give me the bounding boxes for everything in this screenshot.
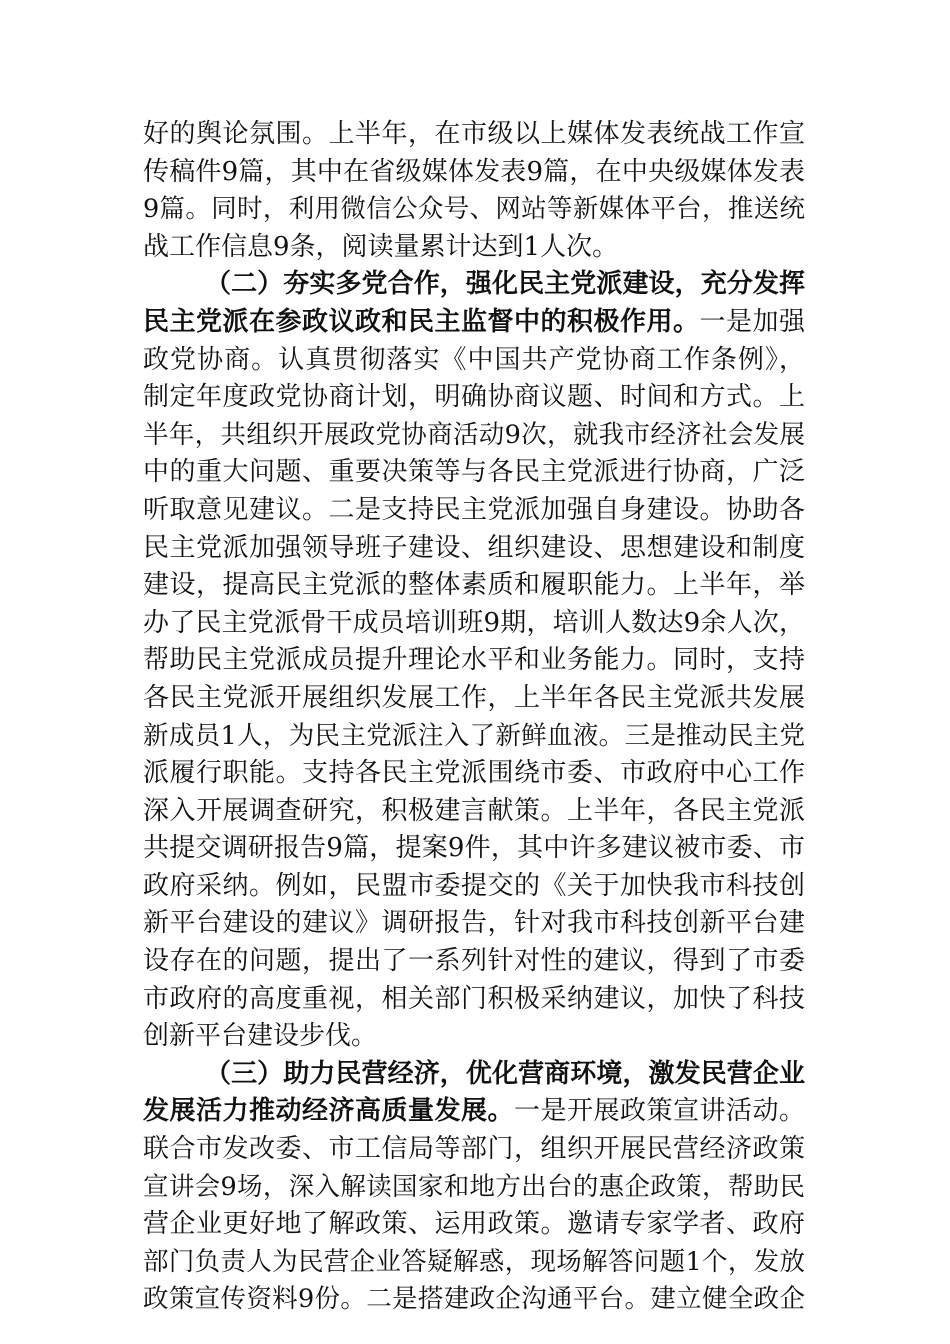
body-text: 战工作信息9条，阅读量累计达到1人次。: [143, 231, 619, 262]
body-text: 新成员1人，为民主党派注入了新鲜血液。三是推动民主党: [143, 720, 805, 751]
text-line: [143, 567, 805, 605]
body-text: 创新平台建设步伐。: [143, 1021, 378, 1052]
text-line: [143, 905, 805, 943]
body-text: 部门负责人为民营企业答疑解惑，现场解答问题1个，发放: [143, 1246, 805, 1277]
text-line: [143, 981, 805, 1019]
text-line: [143, 1206, 805, 1244]
body-text: 建设，提高民主党派的整体素质和履职能力。上半年，举: [143, 570, 805, 601]
body-text: 办了民主党派骨干成员培训班9期，培训人数达9余人次，: [143, 607, 805, 638]
body-text: 半年，共组织开展政党协商活动9次，就我市经济社会发展: [143, 419, 805, 450]
text-line: [143, 379, 805, 417]
body-text: 各民主党派开展组织发展工作，上半年各民主党派共发展: [143, 682, 805, 713]
body-text: 营企业更好地了解政策、运用政策。邀请专家学者、政府: [143, 1209, 805, 1240]
text-line: [143, 830, 805, 868]
text-line: [143, 154, 805, 192]
body-text: 听取意见建议。二是支持民主党派加强自身建设。协助各: [143, 494, 805, 525]
body-text: 共提交调研报告9篇，提案9件，其中许多建议被市委、市: [143, 833, 805, 864]
bold-heading-text: （三）助力民营经济，优化营商环境，激发民营企业: [205, 1058, 805, 1089]
text-line: [143, 116, 805, 154]
paragraph-heading-line: [143, 1056, 805, 1094]
body-text: 市政府的高度重视，相关部门积极采纳建议，加快了科技: [143, 983, 805, 1014]
body-text: 9篇。同时，利用微信公众号、网站等新媒体平台，推送统: [143, 194, 805, 225]
body-text: 宣讲会9场，深入解读国家和地方出台的惠企政策，帮助民: [143, 1171, 805, 1202]
text-line: [143, 868, 805, 906]
text-line: [143, 1093, 805, 1131]
text-line: [143, 943, 805, 981]
text-line: [143, 1131, 805, 1169]
text-line: [143, 1281, 805, 1319]
body-text: 派履行职能。支持各民主党派围绕市委、市政府中心工作: [143, 758, 805, 789]
body-text: 政府采纳。例如，民盟市委提交的《关于加快我市科技创: [143, 870, 805, 901]
body-text: 好的舆论氛围。上半年，在市级以上媒体发表统战工作宣: [143, 119, 805, 149]
body-text: 新平台建设的建议》调研报告，针对我市科技创新平台建: [143, 908, 805, 939]
bold-heading-text: 发展活力推动经济高质量发展。: [143, 1096, 514, 1127]
text-line: [143, 417, 805, 455]
bold-heading-text: （二）夯实多党合作，强化民主党派建设，充分发挥: [205, 269, 805, 300]
document-body: [143, 116, 805, 1319]
body-text: 设存在的问题，提出了一系列针对性的建议，得到了市委: [143, 946, 805, 977]
body-text: 政党协商。认真贯彻落实《中国共产党协商工作条例》，: [143, 344, 805, 375]
text-line: [143, 342, 805, 380]
text-line: [143, 755, 805, 793]
text-line: [143, 492, 805, 530]
body-text: 深入开展调查研究，积极建言献策。上半年，各民主党派: [143, 795, 805, 826]
body-text: 帮助民主党派成员提升理论水平和业务能力。同时，支持: [143, 645, 805, 676]
body-text: 传稿件9篇，其中在省级媒体发表9篇，在中央级媒体发表: [143, 156, 805, 187]
text-line: [143, 793, 805, 831]
text-line: [143, 229, 805, 267]
text-line: [143, 642, 805, 680]
text-line: [143, 680, 805, 718]
text-line: [143, 1244, 805, 1282]
text-line: [143, 1018, 805, 1056]
text-line: [143, 191, 805, 229]
body-text: 政策宣传资料9份。二是搭建政企沟通平台。建立健全政企: [143, 1284, 805, 1315]
body-text: 联合市发改委、市工信局等部门，组织开展民营经济政策: [143, 1134, 805, 1165]
bold-heading-text: 民主党派在参政议政和民主监督中的积极作用。: [143, 306, 700, 337]
body-text: 一是加强: [699, 306, 805, 337]
body-text: 制定年度政党协商计划，明确协商议题、时间和方式。上: [143, 382, 805, 413]
text-line: [143, 718, 805, 756]
body-text: 民主党派加强领导班子建设、组织建设、思想建设和制度: [143, 532, 805, 563]
text-line: [143, 304, 805, 342]
text-line: [143, 1169, 805, 1207]
text-line: [143, 530, 805, 568]
paragraph-heading-line: [143, 266, 805, 304]
text-line: [143, 454, 805, 492]
body-text: 中的重大问题、重要决策等与各民主党派进行协商，广泛: [143, 457, 805, 488]
body-text: 一是开展政策宣讲活动。: [513, 1096, 805, 1127]
text-line: [143, 605, 805, 643]
